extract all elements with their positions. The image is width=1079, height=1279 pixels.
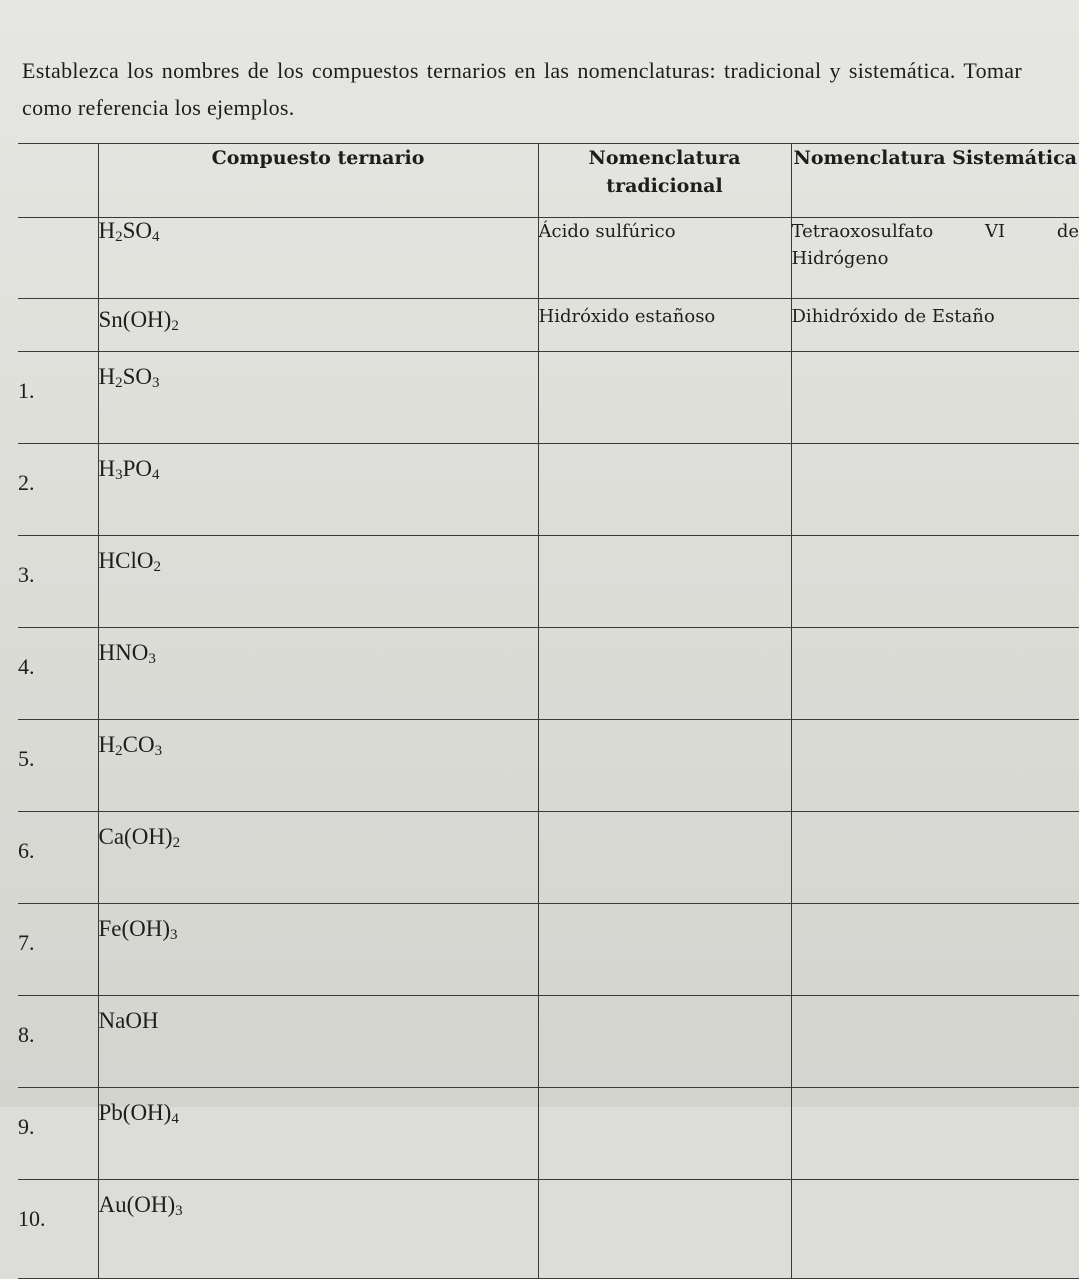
example-number-cell [18,299,98,352]
traditional-answer-cell[interactable] [538,536,791,628]
traditional-answer-cell[interactable] [538,996,791,1088]
traditional-answer-cell[interactable] [538,352,791,444]
row-number: 10. [18,1180,98,1279]
compound-formula: $H_2SO_3$ [98,352,538,444]
exercise-row [18,1088,1079,1180]
systematic-answer-cell[interactable] [791,812,1079,904]
systematic-name: Dihidróxido de Estaño [791,299,1079,352]
traditional-answer-cell[interactable] [538,904,791,996]
systematic-answer-cell[interactable] [791,720,1079,812]
example-row [18,299,1079,352]
row-number: 7. [18,904,98,996]
row-number: 5. [18,720,98,812]
systematic-answer-cell[interactable] [791,352,1079,444]
row-number: 2. [18,444,98,536]
traditional-name: Ácido sulfúrico [538,218,791,299]
row-number: 8. [18,996,98,1088]
compound-formula: $Sn(OH)_2$ [98,299,538,352]
systematic-answer-cell[interactable] [791,536,1079,628]
compound-formula: $HNO_3$ [98,628,538,720]
instructions-text: Establezca los nombres de los compuestos ternarios en las nomenclaturas: tradicional y sistemática. Tomar como referencia los ejemplos. [22,58,1022,120]
row-number: 3. [18,536,98,628]
compound-formula: $H_2SO_4$ [98,218,538,299]
traditional-answer-cell[interactable] [538,1088,791,1180]
exercise-row [18,1180,1079,1279]
systematic-name: Tetraoxosulfato VI de Hidrógeno [791,218,1079,299]
exercise-row [18,444,1079,536]
exercise-row [18,720,1079,812]
exercise-row [18,628,1079,720]
traditional-answer-cell[interactable] [538,628,791,720]
nomenclature-table [18,143,1079,1279]
header-number [18,144,98,218]
compound-formula: $Fe(OH)_3$ [98,904,538,996]
systematic-answer-cell[interactable] [791,904,1079,996]
header-compound: Compuesto ternario [98,144,538,218]
compound-formula: $Ca(OH)_2$ [98,812,538,904]
traditional-answer-cell[interactable] [538,444,791,536]
systematic-answer-cell[interactable] [791,628,1079,720]
exercise-row [18,352,1079,444]
compound-formula: NaOH [98,996,538,1088]
compound-formula: $H_3PO_4$ [98,444,538,536]
traditional-answer-cell[interactable] [538,812,791,904]
exercise-row [18,536,1079,628]
systematic-answer-cell[interactable] [791,444,1079,536]
header-row [18,144,1079,218]
row-number: 9. [18,1088,98,1180]
compound-formula: $Au(OH)_3$ [98,1180,538,1279]
example-row [18,218,1079,299]
traditional-answer-cell[interactable] [538,720,791,812]
systematic-answer-cell[interactable] [791,1180,1079,1279]
exercise-row [18,812,1079,904]
header-systematic: Nomenclatura Sistemática [791,144,1079,218]
systematic-answer-cell[interactable] [791,1088,1079,1180]
exercise-row [18,904,1079,996]
traditional-name: Hidróxido estañoso [538,299,791,352]
row-number: 1. [18,352,98,444]
traditional-answer-cell[interactable] [538,1180,791,1279]
header-traditional: Nomenclatura tradicional [538,144,791,218]
compound-formula: HClO$_2$ [98,536,538,628]
example-number-cell [18,218,98,299]
row-number: 4. [18,628,98,720]
systematic-answer-cell[interactable] [791,996,1079,1088]
row-number: 6. [18,812,98,904]
compound-formula: $Pb(OH)_4$ [98,1088,538,1180]
exercise-row [18,996,1079,1088]
compound-formula: $H_2CO_3$ [98,720,538,812]
